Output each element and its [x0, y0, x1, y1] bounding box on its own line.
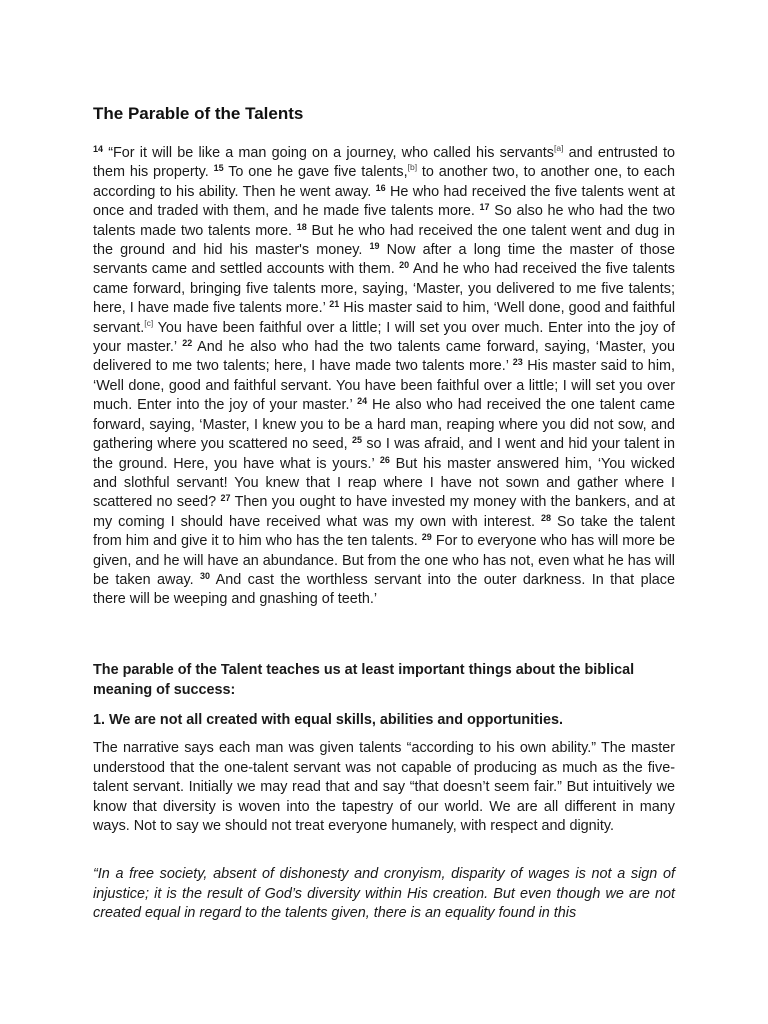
verse-number: 23 — [512, 357, 523, 368]
verse-text: To one he gave five talents, — [228, 164, 408, 181]
verse-text: He who had received the five talents went at once and traded with them, and he made five talents more. — [93, 183, 675, 220]
verse-number: 20 — [399, 260, 410, 271]
verse-number: 18 — [296, 221, 307, 232]
verse-number: 27 — [220, 493, 231, 504]
footnote-link[interactable]: [b] — [407, 162, 418, 173]
verse-number: 17 — [479, 202, 490, 213]
scripture-passage — [93, 144, 675, 610]
verse-number: 15 — [213, 163, 224, 174]
verse-text: But his master answered him, ‘You wicked and slothful servant! You knew that I reap where I have not sown and gather where I scattered no seed? — [93, 455, 676, 511]
verse-number: 22 — [182, 338, 193, 349]
verse-text: His master said to him, ‘Well done, good and faithful servant. — [93, 300, 676, 336]
verse-text: He also who had received the one talent came forward, saying, ‘Master, I knew you to be a hard man, reaping where you did not sow, and gathering where you scattered no seed, — [93, 397, 676, 453]
verse-text: Now after a long time the master of those servants came and settled accounts with them. — [93, 242, 676, 278]
point-heading: 1. We are not all created with equal skills, abilities and opportunities. — [93, 712, 563, 728]
section-heading: The parable of the Talent teaches us at least important things about the biblical meaning of success: — [93, 662, 635, 698]
page-title: The Parable of the Talents — [93, 104, 304, 123]
verse-text: So take the talent from him and give it to him who has the ten talents. — [93, 513, 676, 550]
verse-number: 30 — [199, 570, 210, 581]
verse-number: 25 — [351, 435, 362, 446]
verse-text: So also he who had the two talents made two talents more. — [93, 203, 675, 239]
verse-text: For to everyone who has will more be given, and he will have an abundance. But from the one who has not, even what he has will be taken away. — [93, 533, 676, 588]
verse-number: 28 — [540, 512, 551, 523]
verse-number: 29 — [421, 532, 432, 543]
verse-number: 24 — [357, 396, 368, 407]
verse-number: 26 — [379, 454, 390, 465]
block-quote: “In a free society, absent of dishonesty and cronyism, disparity of wages is not a sign of injustice; it is the result of God’s diversity within His creation. But even though we are not created equal in regard to the talents given, there is an equality found in this — [93, 866, 675, 921]
verse-text: so I was afraid, and I went and hid your talent in the ground. Here, you have what is yours.’ — [93, 436, 675, 472]
verse-number: 14 — [93, 144, 104, 154]
verse-text: But he who had received the one talent went and dug in the ground and hid his master's money. — [93, 222, 676, 259]
verse-text: And he also who had the two talents came forward, saying, ‘Master, you delivered to me two talents; here, I have made two talents more.’ — [93, 339, 675, 375]
verse-text: to another two, to another one, to each according to his ability. Then he went away. — [93, 164, 675, 200]
verse-text: And cast the worthless servant into the outer darkness. In that place there will be weeping and gnashing of teeth.’ — [93, 571, 675, 608]
verse-text: “For it will be like a man going on a journey, who called his servants — [108, 145, 554, 161]
verse-text: Then you ought to have invested my money with the bankers, and at my coming I should have received what was my own with interest. — [93, 494, 675, 530]
verse-text: And he who had received the five talents came forward, bringing five talents more, saying, ‘Master, you delivered to me five talents; here, I have made five talents more.’ — [93, 261, 676, 317]
verse-text: and entrusted to them his property. — [93, 145, 676, 181]
footnote-link[interactable]: [c] — [144, 317, 154, 328]
verse-text: You have been faithful over a little; I will set you over much. Enter into the joy of your master.’ — [93, 319, 675, 356]
verse-number: 19 — [369, 241, 380, 252]
verse-number: 21 — [329, 299, 340, 310]
footnote-link[interactable]: [a] — [554, 143, 564, 153]
verse-text: His master said to him, ‘Well done, good and faithful servant. You have been faithful over a little; I will set you over much. Enter into the joy of your master.’ — [93, 358, 675, 414]
verse-number: 16 — [375, 182, 386, 193]
body-paragraph: The narrative says each man was given talents “according to his own ability.” The master understood that the one-talent servant was not capable of producing as much as the five-talent servant. Initially we may read that and say “that doesn’t seem fair.” But intuitively we know that diversity is woven into the tapestry of our world. We are all different in many ways. Not to say we should not treat everyone humanely, with respect and dignity. — [93, 740, 675, 834]
